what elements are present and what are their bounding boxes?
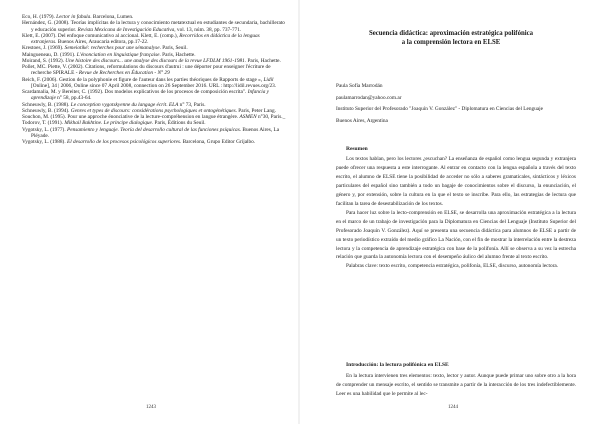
reference-title: Lidil [263,76,274,83]
abstract-body [336,155,576,271]
reference-title: Le conception vygotskyenne du langage écrit [70,101,167,108]
reference-text: . Paris, Peter Lang. [235,107,276,114]
author-info [336,83,576,129]
reference-title: Semeiotiké: recherches pour une sémanalyse [64,45,160,52]
article-title-line-2: a la comprensión lectora en ELSE [401,38,501,46]
reference-entry [22,127,286,140]
reference-title: Infancia y aprendizaje [31,89,270,102]
article-title-line-1: Secuencia didáctica: aproximación estratégica polifónica [368,30,534,37]
abstract-paragraph: Para hacer luz sobre la lecto-comprensión en ELSE, se desarrolla una aproximación estratégica a la lectura en el marco de un trabajo de investigación para la Diplomatura en Ciencias del Lenguaje (Instituto Superior del Profesorado Joaquín V. González). Aquí se presenta una secuencia didáctica para alumnos de ELSE a partir de un texto periodístico extraído del medio gráfico La Nación, con el fin de mostrar la interrelación entre la destreza lectora y la competencia de aprendizaje estratégica con base de la polifonía. Allí se observa a su vez la estrecha relación que guarda la autonomía lectora con el desempeño áulico del alumno frente al texto escrito. [336,209,576,261]
reference-text: Pollet, MC. Piette, V. (2002). Citations, reformulations du discours d'autrui : une déporter pour enseigner l'écriture de recherche SPIRALE - [22,64,271,77]
reference-text: Vygotsky, L. (1988). [22,139,67,145]
reference-title: Une histoire des discours... une analyse des discours de la revue LFDLM 1961-1981 [65,57,245,64]
reference-title: ELA [168,101,179,108]
reference-text: n° 73, Paris. [178,101,206,108]
reference-title: L'énonciation en linguistique française [76,51,160,58]
reference-text: Scardamalia, M. y Bereiter, C. (1992). Dos modelos explicativos de los procesos de composición escrita". [22,89,248,95]
intro-body [336,372,576,399]
intro-paragraph: En la lectura intervienen tres elementos: texto, lector y autor. Aunque puede primar uno sobre otro a la hora de comprender un mensaje escrito, el sentido se transmite a partir de la interacción de los tres indefectiblemente. Leer es una habilidad que le permite al lec- [336,373,576,397]
reference-title: Pensamiento y lenguaje. Teoría del desarrollo cultural de las funciones psíquicas [66,126,240,133]
author-email: paulamarrodan@yahoo.com.ar [336,94,402,101]
reference-text: Souchon, M. (1995). Pour une approche énonciative de la lecture-compréhension en langue étrangère. [22,114,240,120]
reference-text: Schneuwly, B. (1988). [22,101,71,108]
reference-text: n° 58, pp.43-64. [55,95,92,102]
reference-text: , vol. 13, núm. 38, pp. 737-771. [174,26,242,33]
bibliography-list [22,14,286,145]
reference-text: Todorov, T. (1991). [22,120,65,127]
reference-entry [22,77,286,90]
reference-title: Revue de Recherches en Éducation - N° 29 [78,70,170,77]
reference-text: . Barcelona, Grupo Editor Grijalbo. [179,139,256,145]
abstract-heading: Resumen [346,146,368,152]
reference-title: ASMEN [239,114,257,120]
reference-title: Recorridos en didáctica de la lenguas extranjeras [31,32,260,45]
reference-text: . Paris, Hachette. [159,51,196,58]
reference-title: Mikhail Bakhtine. Le principe dialogique [64,120,152,127]
reference-text: Vygotsky, L. (1977). [22,126,67,133]
abstract-paragraph: Los textos hablan, pero los lectores ¿escuchan? La enseñanza de español como lengua segunda y extranjera puede ofrecer una respuesta a este interrogante. Al entrar en contacto con la lengua española a través del texto escrito, el alumno de ELSE tiene la posibilidad de acceder no sólo a saberes gramaticales, sintácticos y léxicos particulares del español sino también a todo un bagaje de conocimientos sobre el discurso, la enunciación, el género y, por extensión, sobre la cultura en la que el texto se inscribe. Para ello, las estrategias de lectura que facilitan la tarea de desestabilización de los textos. [336,156,576,207]
reference-text: Klett, E. (2007). Del enfoque comunicativo al accional. Klett, E. (comp.), [22,32,180,39]
reference-text: Maingueneau, D. (1991). [22,51,77,58]
reference-entry [22,89,286,102]
reference-title: Genres et types de discours: considérations psychologiques et ontogénétiques [70,107,236,114]
reference-text: . Barcelona, Lumen. [90,14,134,20]
reference-text: . Buenos Aires, La Pléyade. [31,126,280,139]
author-name: Paula Sofía Marrodán [336,83,383,89]
reference-text: . Paris, Éditions du Seuil. [151,120,206,127]
reference-text: Hernández, G. (2008). Teorías implícitas de la lectura y conocimiento metatextual en estudiantes de secundaria, bachillerato y educación superior. [22,20,285,33]
reference-text: . [166,101,169,108]
reference-text: Moirand, S. (1992). [22,57,66,64]
reference-text: n°30, Paris._ [256,114,286,120]
intro-heading: Introducción: la lectura polifónica en ELSE [346,362,449,368]
reference-text: [Online], 34 | 2006, Online since 07 April 2008, connection on 26 September 2016. URL : http://lidil.revues.org/23. [31,82,277,89]
reference-title: El desarrollo de los procesos psicológicos superiores [66,139,180,145]
author-location: Buenos Aires, Argentina [336,117,388,124]
left-page [0,0,298,424]
reference-text: Eco, H. (1979). [22,14,57,20]
reference-text: . Buenos Aires, Araucaria editora, pp.17-22. [55,39,149,45]
reference-entry [22,139,286,145]
reference-entry [22,33,286,46]
reference-title: Revista Mexicana de Investigación Educativa [77,26,175,33]
article-title [320,30,582,47]
reference-text: . Paris, Hachette. [244,57,281,64]
keywords-paragraph: Palabras clave: texto escrito, competencia estratégica, polifonía, ELSE, discurso, autonomía lectora. [346,263,559,270]
reference-text: Krestoes, J. (1969). [22,45,65,52]
right-page [300,0,600,424]
reference-entry [22,20,286,33]
reference-entry [22,64,286,77]
reference-text: Schneuwly, B. (1994). [22,107,71,114]
author-institution: Instituto Superior del Profesorado "Joaquín V. González" - Diplomatura en Ciencias del Lenguaje [336,106,543,113]
reference-text: . Paris, Seuil. [159,45,188,52]
reference-title: Lector in fabula [56,14,91,20]
reference-text: Reich, F. (2006). Gestion de la polyphonie et figure de l'auteur dans les parties théoriques de Rapports de stage », [22,76,264,83]
left-page-number: 1243 [146,405,156,410]
right-page-number: 1244 [448,405,458,410]
